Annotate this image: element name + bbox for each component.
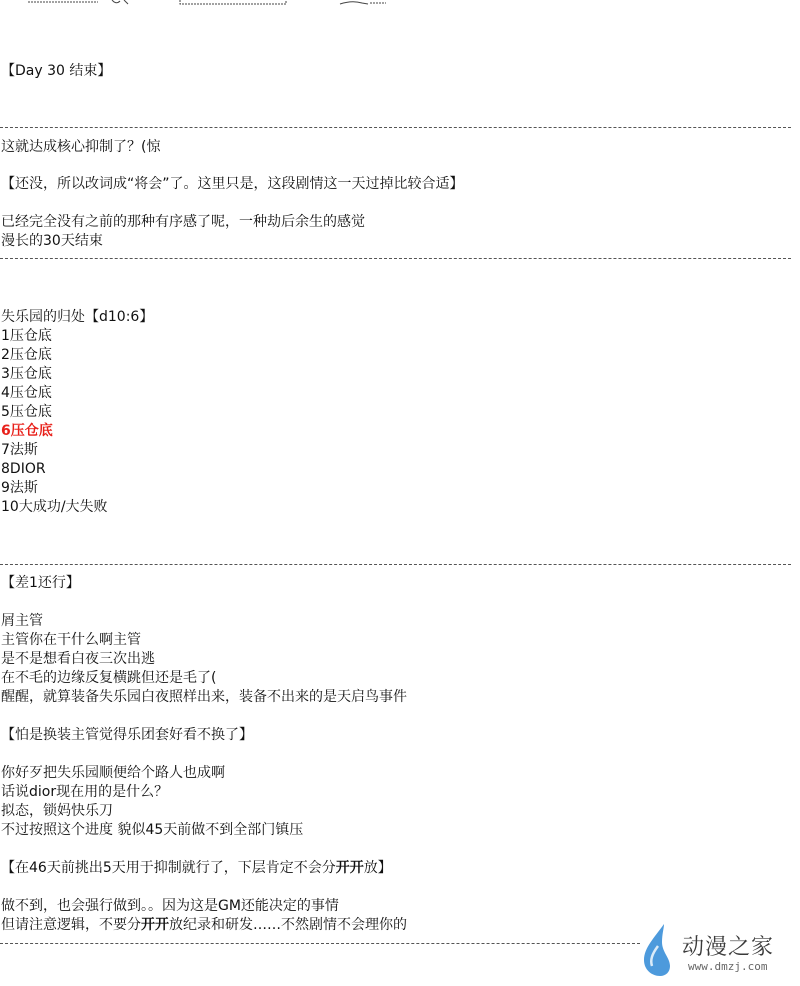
chat-line: 这就达成核心抑制了？(惊 bbox=[1, 139, 161, 155]
gm-note: 【差1还行】 bbox=[1, 575, 80, 591]
roll-option: 2压仓底 bbox=[1, 347, 52, 363]
roll-option: 7法斯 bbox=[1, 442, 38, 458]
roll-option: 4压仓底 bbox=[1, 385, 52, 401]
chat-line: 醒醒，就算装备失乐园白夜照样出来，装备不出来的是天启鸟事件 bbox=[1, 689, 407, 705]
dashed-divider bbox=[0, 258, 791, 259]
watermark-url: www.dmzj.com bbox=[688, 960, 768, 973]
watermark-name: 动漫之家 bbox=[682, 935, 775, 960]
roll-option: 3压仓底 bbox=[1, 366, 52, 382]
roll-option-selected: 6压仓底 bbox=[1, 423, 53, 439]
chat-line: 拟态，锁妈快乐刀 bbox=[1, 803, 113, 819]
chat-line: 已经完全没有之前的那种有序感了呢，一种劫后余生的感觉 bbox=[1, 214, 365, 230]
gm-note bbox=[1, 859, 392, 878]
chat-line: 不过按照这个进度 貌似45天前做不到全部门镇压 bbox=[1, 822, 304, 838]
chat-line: 主管你在干什么啊主管 bbox=[1, 632, 141, 648]
chat-line: 在不毛的边缘反复横跳但还是毛了( bbox=[1, 670, 217, 686]
roll-option: 8DIOR bbox=[1, 461, 46, 477]
gm-note-text: 【在46天前挑出5天用于抑制就行了，下层肯定不会分 bbox=[1, 860, 336, 876]
chat-line-text: 放纪录和研发……不然剧情不会理你的 bbox=[169, 917, 407, 933]
gm-note-bold: 开开 bbox=[335, 860, 364, 876]
chat-line: 屑主管 bbox=[1, 613, 43, 629]
chat-line: 你好歹把失乐园顺便给个路人也成啊 bbox=[1, 765, 225, 781]
gm-note: 【怕是换装主管觉得乐团套好看不换了】 bbox=[1, 727, 253, 743]
chat-line: 话说dior现在用的是什么？ bbox=[1, 784, 169, 800]
gm-note-text: 放】 bbox=[363, 860, 392, 876]
chat-line: 是不是想看白夜三次出逃 bbox=[1, 651, 155, 667]
gm-note: 【还没，所以改词成“将会”了。这里只是，这段剧情这一天过掉比较合适】 bbox=[1, 176, 464, 192]
roll-title: 失乐园的归处【d10:6】 bbox=[1, 309, 154, 325]
chat-line: 做不到，也会强行做到。。因为这是GM还能决定的事情 bbox=[1, 898, 339, 914]
chat-line-bold: 开开 bbox=[141, 917, 169, 933]
day-end-marker: 【Day 30 结束】 bbox=[1, 63, 112, 79]
dashed-divider bbox=[0, 564, 791, 565]
roll-option: 10大成功/大失败 bbox=[1, 499, 108, 515]
water-drop-icon bbox=[640, 922, 678, 978]
roll-option: 5压仓底 bbox=[1, 404, 52, 420]
chat-line: 漫长的30天结束 bbox=[1, 233, 103, 249]
roll-option: 1压仓底 bbox=[1, 328, 52, 344]
chat-line bbox=[1, 916, 407, 935]
cropped-top-artwork bbox=[0, 0, 400, 8]
roll-option: 9法斯 bbox=[1, 480, 38, 496]
dashed-divider bbox=[0, 127, 791, 128]
dashed-divider bbox=[0, 943, 640, 944]
chat-line-text: 但请注意逻辑，不要分 bbox=[1, 917, 141, 933]
site-watermark bbox=[638, 918, 798, 980]
